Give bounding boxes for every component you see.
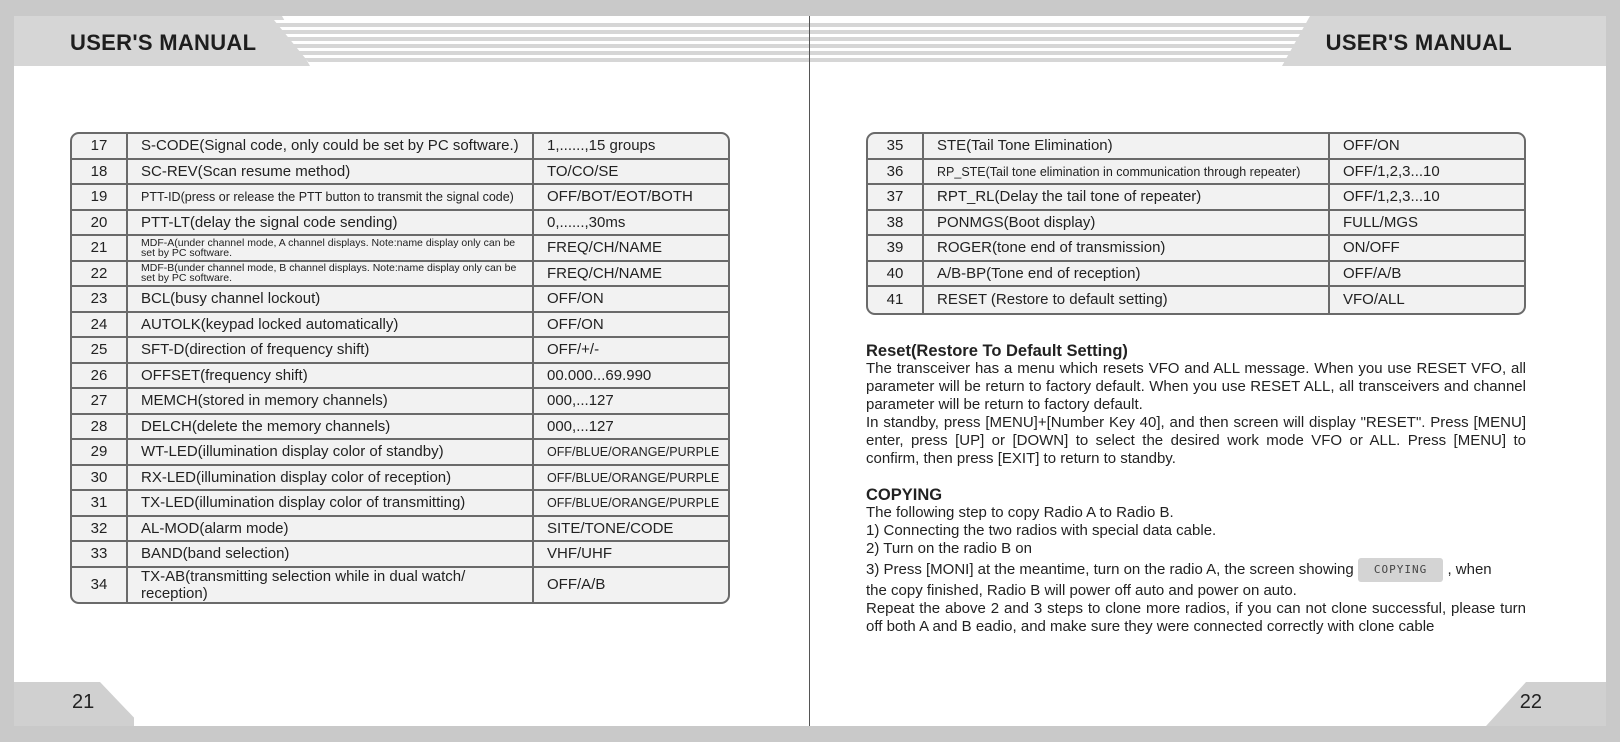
menu-item-text: A/B-BP(Tone end of reception) <box>937 264 1141 282</box>
menu-number-text: 19 <box>90 188 108 206</box>
menu-item-text: AL-MOD(alarm mode) <box>141 519 289 537</box>
menu-item-cell <box>924 236 1330 262</box>
table-row <box>72 287 728 313</box>
menu-item-text: RESET (Restore to default setting) <box>937 291 1168 309</box>
step-text: 3) Press [MONI] at the meantime, turn on the radio A, the screen showing <box>866 560 1354 578</box>
menu-item-text: AUTOLK(keypad locked automatically) <box>141 315 399 333</box>
menu-number-cell <box>72 389 128 415</box>
menu-value-cell <box>534 364 728 390</box>
menu-number-cell <box>868 160 924 186</box>
page-number: 22 <box>1519 691 1542 713</box>
menu-item-cell <box>924 287 1330 313</box>
menu-number-cell <box>72 338 128 364</box>
menu-number-text: 38 <box>886 213 904 231</box>
menu-item-cell <box>924 262 1330 288</box>
menu-value-text: OFF/BLUE/ORANGE/PURPLE <box>547 496 720 511</box>
menu-item-text: RX-LED(illumination display color of reception) <box>141 468 452 486</box>
menu-value-text: OFF/BLUE/ORANGE/PURPLE <box>547 445 720 460</box>
menu-value-cell <box>534 415 728 441</box>
menu-value-text: TO/CO/SE <box>547 162 619 180</box>
menu-value-cell <box>1330 134 1524 160</box>
menu-value-cell <box>1330 287 1524 313</box>
paragraph: In standby, press [MENU]+[Number Key 40], and then screen will display "RESET". Press [MENU] enter, press [UP] or [DOWN] to select the desired work mode VFO or ALL. Press [MENU] to confirm, then press [EXIT] to return to standby. <box>866 414 1526 467</box>
table-row <box>72 466 728 492</box>
menu-item-text: SFT-D(direction of frequency shift) <box>141 341 370 359</box>
table-row <box>72 542 728 568</box>
menu-item-cell <box>924 185 1330 211</box>
menu-item-cell <box>924 134 1330 160</box>
menu-item-text: MDF-A(under channel mode, A channel displays. Note:name display only can be set by PC software. <box>141 236 516 259</box>
menu-item-cell <box>128 568 534 602</box>
menu-item-cell <box>128 364 534 390</box>
menu-item-text: STE(Tail Tone Elimination) <box>937 137 1113 155</box>
menu-value-text: 0,......,30ms <box>547 213 626 231</box>
menu-item-cell <box>128 262 534 288</box>
menu-settings-table <box>866 132 1526 315</box>
menu-number-text: 37 <box>886 188 904 206</box>
section-heading: Reset(Restore To Default Setting) <box>866 342 1128 360</box>
table-row <box>868 262 1524 288</box>
menu-value-cell <box>1330 262 1524 288</box>
menu-number-cell <box>72 517 128 543</box>
menu-number-text: 35 <box>886 137 904 155</box>
menu-item-text: PTT-LT(delay the signal code sending) <box>141 213 398 231</box>
table-row <box>868 236 1524 262</box>
menu-item-text: RPT_RL(Delay the tail tone of repeater) <box>937 188 1202 206</box>
menu-number-text: 36 <box>886 162 904 180</box>
menu-number-cell <box>72 236 128 262</box>
menu-value-cell <box>534 466 728 492</box>
menu-number-cell <box>868 211 924 237</box>
menu-number-cell <box>72 313 128 339</box>
table-row <box>868 160 1524 186</box>
menu-number-text: 40 <box>886 264 904 282</box>
menu-item-cell <box>128 542 534 568</box>
menu-item-text: BAND(band selection) <box>141 545 290 563</box>
table-row <box>72 262 728 288</box>
menu-number-cell <box>72 211 128 237</box>
table-row <box>868 134 1524 160</box>
table-row <box>72 440 728 466</box>
menu-number-cell <box>72 568 128 602</box>
menu-item-cell <box>128 211 534 237</box>
table-row <box>72 517 728 543</box>
menu-number-cell <box>868 185 924 211</box>
menu-value-text: SITE/TONE/CODE <box>547 519 674 537</box>
menu-value-text: OFF/BOT/EOT/BOTH <box>547 188 693 206</box>
menu-item-text: RP_STE(Tail tone elimination in communication through repeater) <box>937 164 1301 179</box>
table-row <box>72 415 728 441</box>
menu-item-cell <box>924 160 1330 186</box>
menu-value-text: OFF/+/- <box>547 341 600 359</box>
menu-number-text: 22 <box>90 264 108 282</box>
menu-value-text: FREQ/CH/NAME <box>547 264 663 282</box>
menu-number-text: 25 <box>90 341 108 359</box>
menu-number-cell <box>868 236 924 262</box>
menu-item-text: SC-REV(Scan resume method) <box>141 162 351 180</box>
table-row <box>72 134 728 160</box>
menu-value-cell <box>534 134 728 160</box>
menu-number-cell <box>72 491 128 517</box>
section-heading: COPYING <box>866 486 943 504</box>
menu-value-text: FULL/MGS <box>1343 213 1419 231</box>
menu-item-cell <box>128 466 534 492</box>
menu-number-text: 29 <box>90 443 108 461</box>
menu-value-cell <box>1330 236 1524 262</box>
menu-number-text: 28 <box>90 417 108 435</box>
menu-item-text: OFFSET(frequency shift) <box>141 366 308 384</box>
menu-item-text: MEMCH(stored in memory channels) <box>141 392 388 410</box>
menu-value-text: VHF/UHF <box>547 545 612 563</box>
menu-value-text: OFF/ON <box>1343 137 1400 155</box>
menu-number-text: 30 <box>90 468 108 486</box>
menu-item-cell <box>128 134 534 160</box>
menu-item-cell <box>128 236 534 262</box>
menu-value-cell <box>534 262 728 288</box>
menu-item-cell <box>128 491 534 517</box>
menu-value-cell <box>534 160 728 186</box>
menu-value-text: OFF/BLUE/ORANGE/PURPLE <box>547 470 720 485</box>
table-row <box>868 211 1524 237</box>
menu-item-cell <box>128 313 534 339</box>
menu-value-text: VFO/ALL <box>1343 291 1405 309</box>
menu-number-text: 17 <box>90 137 108 155</box>
paragraph <box>866 558 1526 582</box>
menu-item-cell <box>128 517 534 543</box>
paragraph: Repeat the above 2 and 3 steps to clone more radios, if you can not clone successful, please turn off both A and B eadio, and make sure they were connected correctly with clone cable <box>866 600 1526 635</box>
table-row <box>72 491 728 517</box>
menu-item-cell <box>128 415 534 441</box>
paragraph: The following step to copy Radio A to Radio B. <box>866 504 1174 521</box>
table-row <box>72 364 728 390</box>
menu-value-text: OFF/1,2,3...10 <box>1343 188 1440 206</box>
page-number: 21 <box>72 691 95 713</box>
menu-value-cell <box>534 185 728 211</box>
table-row <box>72 211 728 237</box>
menu-number-text: 23 <box>90 290 108 308</box>
table-row <box>868 287 1524 313</box>
menu-value-cell <box>534 236 728 262</box>
menu-value-text: OFF/1,2,3...10 <box>1343 162 1440 180</box>
menu-value-cell <box>1330 185 1524 211</box>
menu-value-text: 000,...127 <box>547 392 614 410</box>
menu-item-cell <box>128 338 534 364</box>
reset-section <box>866 342 1526 468</box>
menu-number-cell <box>72 262 128 288</box>
manual-spread <box>14 16 1606 726</box>
menu-settings-table <box>70 132 730 604</box>
menu-item-text: PTT-ID(press or release the PTT button to transmit the signal code) <box>141 190 514 205</box>
table-row <box>868 185 1524 211</box>
menu-item-text: TX-AB(transmitting selection while in dual watch/ reception) <box>141 567 466 602</box>
menu-value-text: OFF/ON <box>547 290 604 308</box>
menu-value-cell <box>1330 160 1524 186</box>
menu-item-cell <box>128 185 534 211</box>
menu-item-text: TX-LED(illumination display color of transmitting) <box>141 494 466 512</box>
menu-item-text: ROGER(tone end of transmission) <box>937 239 1166 257</box>
table-row <box>72 338 728 364</box>
menu-number-cell <box>72 134 128 160</box>
menu-number-text: 18 <box>90 162 108 180</box>
menu-item-text: PONMGS(Boot display) <box>937 213 1096 231</box>
menu-value-cell <box>534 211 728 237</box>
menu-item-cell <box>128 160 534 186</box>
menu-number-text: 26 <box>90 366 108 384</box>
copying-screen-display: COPYING <box>1358 558 1443 582</box>
menu-value-cell <box>534 313 728 339</box>
step-text: , when <box>1447 560 1492 578</box>
menu-value-text: 00.000...69.990 <box>547 366 652 384</box>
menu-number-cell <box>868 262 924 288</box>
table-row <box>72 236 728 262</box>
menu-item-text: MDF-B(under channel mode, B channel displays. Note:name display only can be set by PC software. <box>141 262 517 285</box>
menu-number-cell <box>868 287 924 313</box>
menu-value-cell <box>534 389 728 415</box>
menu-item-text: DELCH(delete the memory channels) <box>141 417 391 435</box>
menu-number-cell <box>72 160 128 186</box>
menu-number-cell <box>72 542 128 568</box>
menu-number-text: 31 <box>90 494 108 512</box>
menu-value-cell <box>534 338 728 364</box>
menu-number-cell <box>72 466 128 492</box>
menu-number-text: 27 <box>90 392 108 410</box>
menu-number-text: 34 <box>90 576 108 593</box>
menu-item-text: BCL(busy channel lockout) <box>141 290 321 308</box>
paragraph: 2) Turn on the radio B on <box>866 540 1032 557</box>
menu-value-cell <box>534 287 728 313</box>
table-row <box>72 185 728 211</box>
header-stripes <box>274 20 810 64</box>
menu-number-cell <box>868 134 924 160</box>
menu-value-cell <box>534 542 728 568</box>
header-title: USER'S MANUAL <box>1325 30 1512 55</box>
table-row <box>72 313 728 339</box>
menu-number-text: 39 <box>886 239 904 257</box>
menu-value-text: 000,...127 <box>547 417 614 435</box>
menu-value-text: OFF/A/B <box>1343 264 1402 282</box>
menu-item-text: WT-LED(illumination display color of standby) <box>141 443 444 461</box>
paragraph: the copy finished, Radio B will power off auto and power on auto. <box>866 582 1297 599</box>
menu-item-cell <box>924 211 1330 237</box>
menu-number-text: 33 <box>90 545 108 563</box>
table-row <box>72 160 728 186</box>
menu-number-text: 41 <box>886 291 904 309</box>
copying-section <box>866 486 1526 636</box>
paragraph: The transceiver has a menu which resets VFO and ALL message. When you use RESET VFO, all parameter will be return to factory default. When you use RESET ALL, all transceivers and channel parameter will be return to factory default. <box>866 360 1526 413</box>
table-row <box>72 389 728 415</box>
menu-number-cell <box>72 415 128 441</box>
menu-item-text: S-CODE(Signal code, only could be set by PC software.) <box>141 137 519 155</box>
menu-number-cell <box>72 185 128 211</box>
page-right <box>810 16 1606 726</box>
menu-value-text: ON/OFF <box>1343 239 1400 257</box>
menu-number-cell <box>72 287 128 313</box>
footer-band <box>1486 682 1606 726</box>
paragraph: 1) Connecting the two radios with special data cable. <box>866 522 1217 539</box>
menu-value-cell <box>534 440 728 466</box>
menu-value-cell <box>534 517 728 543</box>
page-left <box>14 16 810 726</box>
menu-value-text: OFF/A/B <box>547 576 606 593</box>
menu-value-text: 1,......,15 groups <box>547 137 656 155</box>
menu-number-text: 20 <box>90 213 108 231</box>
menu-number-cell <box>72 440 128 466</box>
table-row <box>72 568 728 602</box>
menu-value-cell <box>1330 211 1524 237</box>
menu-item-cell <box>128 287 534 313</box>
header-stripes <box>810 20 1320 64</box>
menu-value-text: FREQ/CH/NAME <box>547 239 663 257</box>
menu-value-cell <box>534 568 728 602</box>
menu-item-cell <box>128 440 534 466</box>
menu-item-cell <box>128 389 534 415</box>
header-title: USER'S MANUAL <box>70 30 257 55</box>
menu-number-text: 24 <box>90 315 108 333</box>
menu-number-text: 32 <box>90 519 108 537</box>
menu-number-text: 21 <box>90 239 108 257</box>
menu-number-cell <box>72 364 128 390</box>
menu-value-text: OFF/ON <box>547 315 604 333</box>
menu-value-cell <box>534 491 728 517</box>
